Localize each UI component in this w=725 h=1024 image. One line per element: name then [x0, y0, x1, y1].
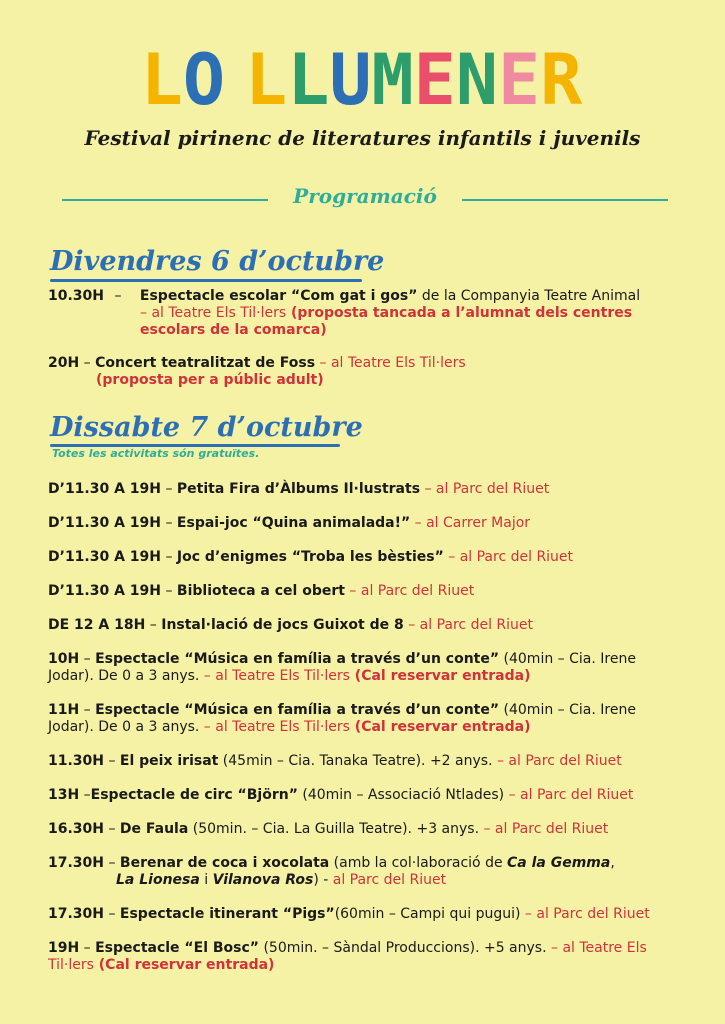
event-item: 11.30H – El peix irisat (45min – Cia. Tanaka Teatre). +2 anys. – al Parc del Riuet [48, 753, 622, 769]
divider-line [462, 199, 668, 201]
event-item: D’11.30 A 19H – Espai-joc “Quina animalada!” – al Carrer Major [48, 515, 531, 531]
logo-letter: N [455, 39, 500, 121]
event-item: D’11.30 A 19H – Petita Fira d’Àlbums Il·lustrats – al Parc del Riuet [48, 481, 550, 497]
event-item: 20H – Concert teatralitzat de Foss – al Teatre Els Til·lers (proposta per a públic adult) [48, 355, 466, 388]
section-header [62, 184, 668, 214]
festival-logo [0, 40, 725, 120]
event-item: D’11.30 A 19H – Biblioteca a cel obert – al Parc del Riuet [48, 583, 475, 599]
logo-letter: E [497, 39, 543, 121]
event-item: DE 12 A 18H – Instal·lació de jocs Guixot de 8 – al Parc del Riuet [48, 617, 534, 633]
festival-subtitle: Festival pirinenc de literatures infantils i juvenils [84, 126, 641, 150]
event-item: 17.30H – Espectacle itinerant “Pigs”(60min – Campi qui pugui) – al Parc del Riuet [48, 906, 650, 922]
event-item: 10.30H – Espectacle escolar “Com gat i gos” de la Companyia Teatre Animal – al Teatre Els Til·lers (proposta tancada a l’alumnat dels centres escolars de la comarca) [48, 288, 641, 338]
event-item: 19H – Espectacle “El Bosc” (50min. – Sàndal Produccions). +5 anys. – al Teatre Els Til·lers (Cal reservar entrada) [48, 940, 647, 973]
day-heading: Divendres 6 d’octubre [50, 246, 385, 277]
logo-letter: U [329, 39, 374, 121]
event-item: D’11.30 A 19H – Joc d’enigmes “Troba les bèsties” – al Parc del Riuet [48, 549, 574, 565]
event-item: 11H – Espectacle “Música en família a través d’un conte” (40min – Cia. Irene Jodar). De 0 a 3 anys. – al Teatre Els Til·lers (Cal reservar entrada) [48, 702, 636, 735]
logo-letter: R [540, 39, 585, 121]
divider-line [62, 199, 268, 201]
event-item: 10H – Espectacle “Música en família a través d’un conte” (40min – Cia. Irene Jodar). De 0 a 3 anys. – al Teatre Els Til·lers (Cal reservar entrada) [48, 651, 636, 684]
heading-underline [50, 279, 362, 282]
logo-letter: O [182, 39, 228, 121]
event-item: 13H –Espectacle de circ “Björn” (40min – Associació Ntlades) – al Parc del Riuet [48, 787, 634, 803]
event-item: 16.30H – De Faula (50min. – Cia. La Guilla Teatre). +3 anys. – al Parc del Riuet [48, 821, 609, 837]
free-activities-note: Totes les activitats són gratuïtes. [52, 447, 260, 460]
logo-letter: L [245, 39, 290, 121]
logo-letter: E [413, 39, 458, 121]
event-item: 17.30H – Berenar de coca i xocolata (amb la col·laboració de Ca la Gemma, La Lionesa i Vilanova Ros) - al Parc del Riuet [48, 855, 615, 888]
logo-letter: L [287, 39, 332, 121]
section-title: Programació [293, 184, 437, 208]
day-heading: Dissabte 7 d’octubre [50, 412, 363, 443]
logo-letter: L [140, 39, 185, 121]
logo-letter: M [371, 39, 416, 121]
